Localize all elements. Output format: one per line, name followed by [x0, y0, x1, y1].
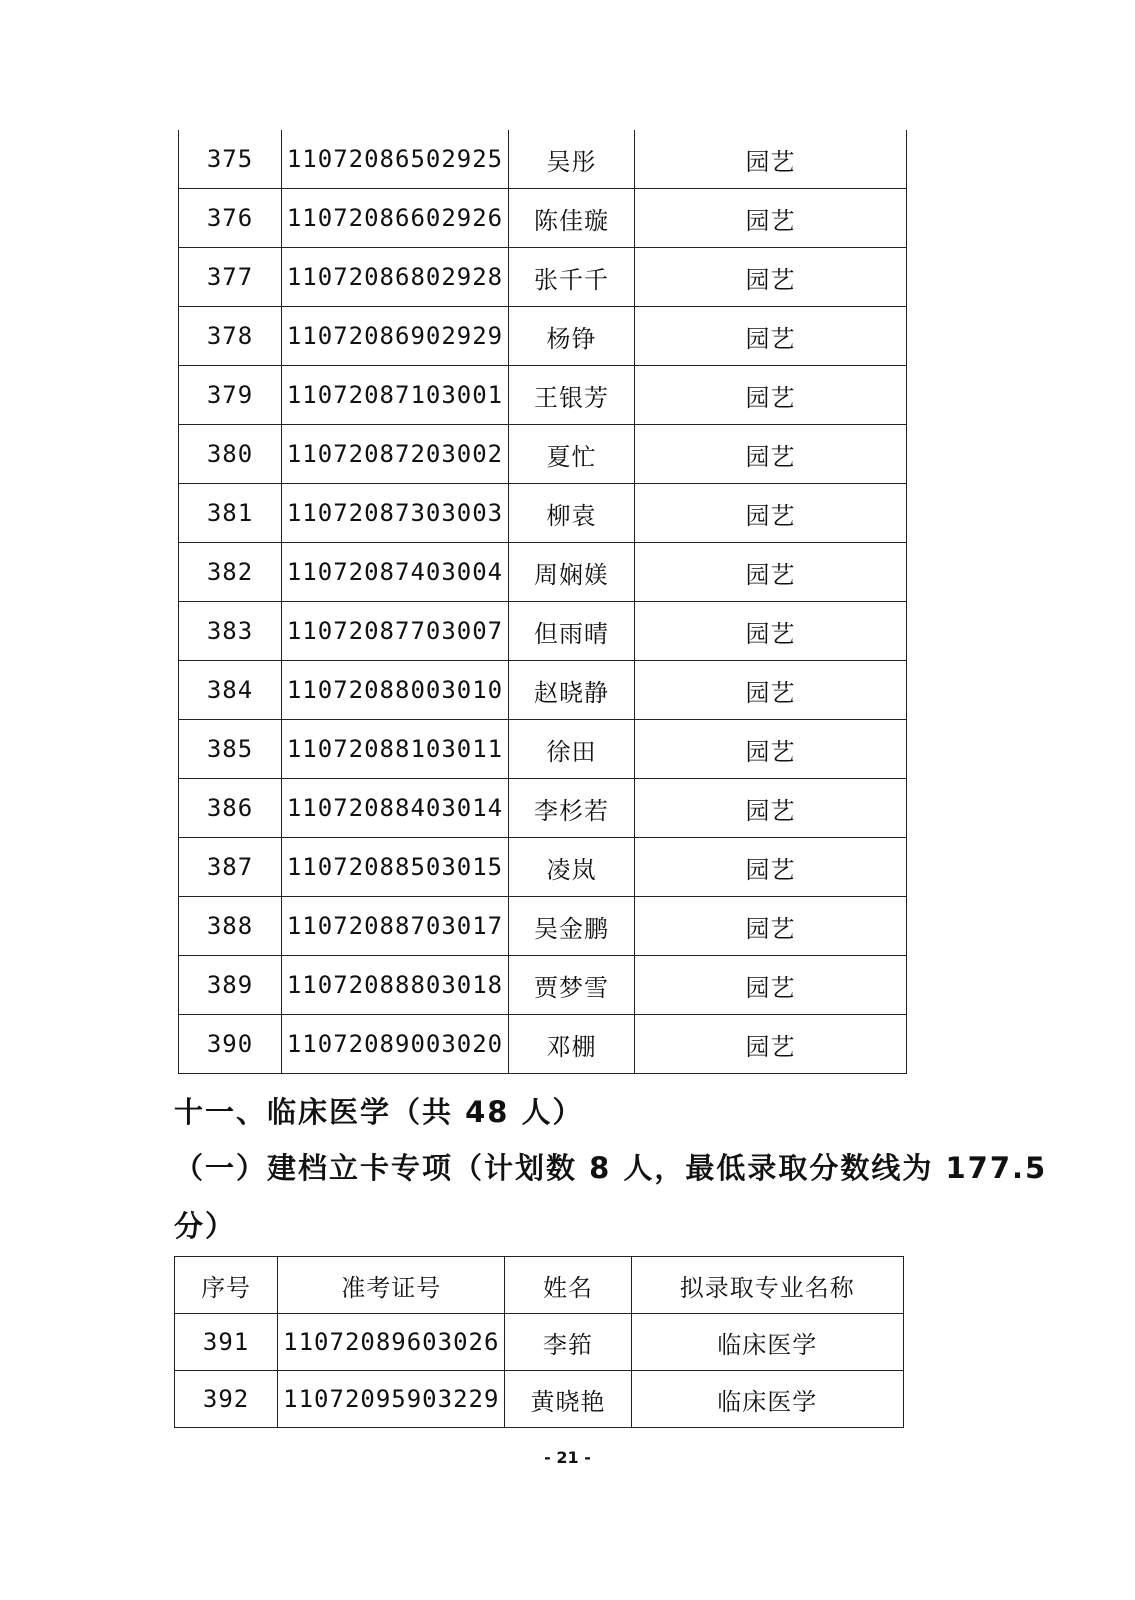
cell-name: 吴彤	[509, 130, 635, 189]
table-row	[179, 484, 907, 543]
cell-major: 园艺	[635, 189, 907, 248]
cell-no: 388	[179, 897, 282, 956]
cell-name: 但雨晴	[509, 602, 635, 661]
cell-exam-id: 11072089003020	[282, 1015, 509, 1074]
cell-name: 李筘	[505, 1314, 631, 1371]
table-row	[179, 189, 907, 248]
cell-no: 377	[179, 248, 282, 307]
cell-exam-id: 11072087403004	[282, 543, 509, 602]
cell-no: 389	[179, 956, 282, 1015]
cell-major: 园艺	[635, 484, 907, 543]
cell-major: 园艺	[635, 366, 907, 425]
cell-exam-id: 11072086602926	[282, 189, 509, 248]
cell-no: 379	[179, 366, 282, 425]
cell-exam-id: 11072086902929	[282, 307, 509, 366]
cell-name: 徐田	[509, 720, 635, 779]
section-heading: 十一、临床医学（共 48 人）	[174, 1095, 584, 1129]
cell-exam-id: 11072087703007	[282, 602, 509, 661]
table-row	[179, 897, 907, 956]
cell-major: 园艺	[635, 720, 907, 779]
cell-name: 陈佳璇	[509, 189, 635, 248]
cell-major: 临床医学	[631, 1314, 903, 1371]
cell-name: 贾梦雪	[509, 956, 635, 1015]
cell-no: 386	[179, 779, 282, 838]
cell-no: 392	[175, 1371, 278, 1428]
cell-no: 378	[179, 307, 282, 366]
cell-name: 柳袁	[509, 484, 635, 543]
cell-exam-id: 11072088003010	[282, 661, 509, 720]
table-row	[179, 1015, 907, 1074]
cell-no: 390	[179, 1015, 282, 1074]
header-major: 拟录取专业名称	[631, 1257, 903, 1314]
cell-major: 园艺	[635, 130, 907, 189]
cell-name: 张千千	[509, 248, 635, 307]
admission-table-clinical-medicine	[174, 1256, 904, 1428]
table-row	[179, 838, 907, 897]
table-row	[175, 1371, 904, 1428]
cell-name: 李杉若	[509, 779, 635, 838]
cell-exam-id: 11072088403014	[282, 779, 509, 838]
cell-exam-id: 11072086502925	[282, 130, 509, 189]
cell-name: 赵晓静	[509, 661, 635, 720]
table-row	[179, 248, 907, 307]
cell-exam-id: 11072089603026	[278, 1314, 505, 1371]
cell-no: 375	[179, 130, 282, 189]
cell-no: 385	[179, 720, 282, 779]
cell-name: 凌岚	[509, 838, 635, 897]
cell-no: 381	[179, 484, 282, 543]
cell-major: 园艺	[635, 543, 907, 602]
cell-exam-id: 11072088703017	[282, 897, 509, 956]
cell-major: 临床医学	[631, 1371, 903, 1428]
cell-major: 园艺	[635, 838, 907, 897]
header-name: 姓名	[505, 1257, 631, 1314]
cell-no: 382	[179, 543, 282, 602]
subsection-heading-line2: 分）	[174, 1209, 237, 1243]
cell-exam-id: 11072095903229	[278, 1371, 505, 1428]
cell-name: 吴金鹏	[509, 897, 635, 956]
cell-major: 园艺	[635, 602, 907, 661]
cell-major: 园艺	[635, 248, 907, 307]
table-header-row	[175, 1257, 904, 1314]
cell-no: 380	[179, 425, 282, 484]
cell-exam-id: 11072087103001	[282, 366, 509, 425]
table-row	[179, 366, 907, 425]
cell-no: 384	[179, 661, 282, 720]
cell-name: 杨铮	[509, 307, 635, 366]
cell-major: 园艺	[635, 425, 907, 484]
cell-no: 391	[175, 1314, 278, 1371]
table-row	[179, 779, 907, 838]
cell-major: 园艺	[635, 661, 907, 720]
cell-major: 园艺	[635, 779, 907, 838]
table-row	[179, 956, 907, 1015]
cell-major: 园艺	[635, 307, 907, 366]
table-row	[179, 602, 907, 661]
cell-no: 387	[179, 838, 282, 897]
cell-no: 376	[179, 189, 282, 248]
header-id: 准考证号	[278, 1257, 505, 1314]
page-number: - 21 -	[544, 1448, 591, 1467]
cell-name: 周娴媄	[509, 543, 635, 602]
cell-name: 夏忙	[509, 425, 635, 484]
cell-name: 黄晓艳	[505, 1371, 631, 1428]
cell-no: 383	[179, 602, 282, 661]
cell-exam-id: 11072088103011	[282, 720, 509, 779]
table-row	[179, 661, 907, 720]
cell-major: 园艺	[635, 956, 907, 1015]
table-row	[179, 543, 907, 602]
table-row	[175, 1314, 904, 1371]
cell-major: 园艺	[635, 1015, 907, 1074]
cell-name: 王银芳	[509, 366, 635, 425]
cell-major: 园艺	[635, 897, 907, 956]
cell-exam-id: 11072088803018	[282, 956, 509, 1015]
cell-exam-id: 11072087303003	[282, 484, 509, 543]
table-row	[179, 425, 907, 484]
cell-exam-id: 11072088503015	[282, 838, 509, 897]
table-row	[179, 307, 907, 366]
table-row	[179, 720, 907, 779]
cell-name: 邓棚	[509, 1015, 635, 1074]
subsection-heading-line1: （一）建档立卡专项（计划数 8 人，最低录取分数线为 177.5	[174, 1151, 1048, 1185]
header-no: 序号	[175, 1257, 278, 1314]
table-row	[179, 130, 907, 189]
admission-table-horticulture	[178, 130, 907, 1074]
cell-exam-id: 11072087203002	[282, 425, 509, 484]
cell-exam-id: 11072086802928	[282, 248, 509, 307]
